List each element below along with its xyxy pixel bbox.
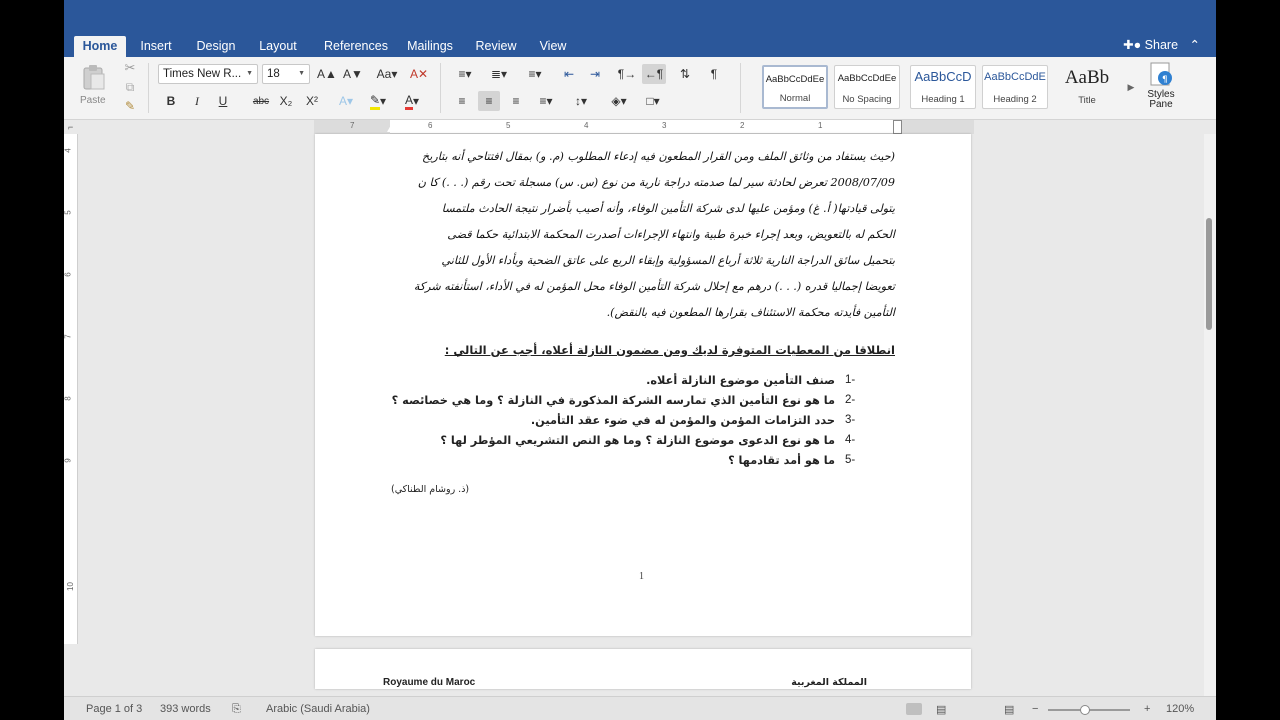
divider bbox=[148, 63, 149, 113]
word-window bbox=[64, 0, 1216, 720]
bullets-icon[interactable]: ≡▾ bbox=[458, 67, 472, 81]
paragraph-line: تعويضا إجماليا قدره (. . .) درهم مع إحلال شركة التأمين الوفاء محل المؤمن له في الأداء، استأنفته شركة bbox=[413, 280, 895, 293]
ruler-number: 2 bbox=[740, 121, 745, 130]
shrink-font-icon[interactable]: A▼ bbox=[343, 67, 363, 81]
ruler-number: 9 bbox=[64, 458, 73, 463]
style-sample: AaBbCcD bbox=[914, 69, 972, 84]
share-button[interactable] bbox=[1123, 37, 1200, 52]
chevron-down-icon: ▼ bbox=[246, 70, 253, 77]
ruler-number: 7 bbox=[64, 334, 73, 339]
add-person-icon: ✚● bbox=[1123, 38, 1142, 52]
font-name-select[interactable] bbox=[158, 64, 258, 84]
highlight-color-icon[interactable]: ✎ ▾ bbox=[369, 92, 387, 108]
svg-text:¶: ¶ bbox=[1162, 75, 1168, 85]
list-text: ما هو نوع التأمين الذي تمارسه الشركة المذكورة في النازلة ؟ وما هي خصائصه ؟ bbox=[391, 394, 835, 407]
tab-mailings[interactable]: Mailings bbox=[407, 39, 453, 53]
rtl-direction-icon[interactable]: ←¶ bbox=[642, 64, 666, 84]
bold-button[interactable]: B bbox=[166, 94, 176, 108]
text-effects-icon[interactable]: A▾ bbox=[338, 94, 354, 108]
style-no-spacing[interactable] bbox=[834, 65, 900, 109]
list-text: صنف التأمين موضوع النازلة أعلاه. bbox=[646, 374, 835, 387]
paragraph-line: بتحميل سائق الدراجة النارية ثلاثة أرباع المسؤولية وإبقاء الربع على عاتق الضحية وبأداء الأول للثاني bbox=[441, 254, 895, 267]
tab-stop-selector[interactable]: ⌐ bbox=[68, 122, 74, 132]
horizontal-ruler[interactable] bbox=[314, 120, 974, 134]
list-number: 1- bbox=[845, 374, 856, 386]
align-left-icon[interactable]: ≡ bbox=[458, 94, 466, 108]
ruler-number: 6 bbox=[428, 121, 433, 130]
web-layout-icon[interactable]: ▤ bbox=[1004, 704, 1015, 716]
style-label: Heading 1 bbox=[921, 94, 965, 105]
change-case-icon[interactable]: Aa▾ bbox=[376, 67, 398, 81]
multilevel-list-icon[interactable]: ≡▾ bbox=[528, 67, 542, 81]
tab-view[interactable]: View bbox=[539, 39, 567, 53]
borders-icon[interactable]: □▾ bbox=[646, 94, 660, 108]
zoom-slider-thumb[interactable] bbox=[1080, 705, 1090, 715]
list-text: ما هو نوع الدعوى موضوع النازلة ؟ وما هو النص التشريعي المؤطر لها ؟ bbox=[440, 434, 835, 447]
font-color-icon[interactable]: A ▾ bbox=[404, 92, 420, 108]
zoom-level[interactable]: 120% bbox=[1166, 703, 1195, 715]
left-indent-marker[interactable] bbox=[387, 125, 395, 132]
proofing-icon[interactable]: ⎘ bbox=[232, 703, 241, 715]
author-signature: (ذ. روشام الطناكي) bbox=[391, 484, 470, 495]
increase-indent-icon[interactable]: ⇥ bbox=[589, 67, 601, 81]
style-sample: AaBb bbox=[1064, 67, 1110, 88]
right-indent-marker[interactable] bbox=[893, 120, 902, 134]
page-count[interactable]: Page 1 of 3 bbox=[86, 703, 143, 715]
share-label: Share bbox=[1144, 38, 1179, 52]
tab-insert[interactable]: Insert bbox=[140, 39, 172, 53]
copy-icon[interactable]: ⧉ bbox=[125, 79, 135, 94]
ltr-direction-icon[interactable]: ¶→ bbox=[617, 67, 637, 81]
show-formatting-icon[interactable]: ¶ bbox=[710, 67, 718, 81]
paragraph-line: (حيث يستفاد من وثائق الملف ومن القرار المطعون فيه إدعاء المطلوب (م. و) بمقال افتتاحي أنه بتاريخ bbox=[422, 150, 895, 163]
ruler-number: 3 bbox=[662, 121, 667, 130]
ruler-number: 6 bbox=[64, 272, 73, 277]
vertical-scrollbar[interactable] bbox=[1204, 134, 1216, 696]
underline-button[interactable]: U bbox=[218, 94, 228, 108]
grow-font-icon[interactable]: A▲ bbox=[317, 67, 337, 81]
styles-pane-icon bbox=[1149, 61, 1173, 87]
style-heading-2[interactable] bbox=[982, 65, 1048, 109]
status-bar bbox=[64, 696, 1216, 720]
style-heading-1[interactable] bbox=[910, 65, 976, 109]
document-page-2[interactable] bbox=[315, 649, 971, 689]
style-label: No Spacing bbox=[842, 94, 892, 105]
divider bbox=[440, 63, 441, 113]
page-number: 1 bbox=[639, 571, 644, 582]
ruler-number: 5 bbox=[506, 121, 511, 130]
header-right-text: المملكة المغربية bbox=[791, 677, 867, 688]
cut-icon[interactable]: ✂ bbox=[124, 60, 136, 75]
style-sample: AaBbCcDdE bbox=[984, 71, 1046, 83]
italic-button[interactable]: I bbox=[195, 93, 199, 108]
clipboard-icon bbox=[81, 64, 105, 90]
ruler-number: 4 bbox=[584, 121, 589, 130]
paragraph-line: التأمين فأيدته محكمة الاستئناف بقرارها المطعون فيه بالنقض). bbox=[606, 306, 895, 319]
styles-pane-label: Pane bbox=[1149, 99, 1173, 110]
numbering-icon[interactable]: ≣▾ bbox=[490, 67, 508, 81]
line-spacing-icon[interactable]: ↕▾ bbox=[574, 94, 588, 108]
paragraph-line: الحكم له بالتعويض، وبعد إجراء خبرة طبية وانتهاء الإجراءات أصدرت المحكمة الابتدائية حكما قضى bbox=[447, 228, 895, 241]
font-size-select[interactable] bbox=[262, 64, 310, 84]
tab-review[interactable]: Review bbox=[475, 39, 517, 53]
clear-formatting-icon[interactable]: A✕ bbox=[409, 67, 429, 81]
ribbon-home bbox=[64, 57, 1216, 120]
style-sample: AaBbCcDdEe bbox=[837, 73, 897, 84]
paragraph-line: يتولى قيادتها( أ. غ) ومؤمن عليها لدى شركة التأمين الوفاء، وأنه أصيب بأضرار نتيجة الحادث ملتمسا bbox=[441, 202, 895, 215]
format-painter-icon[interactable]: ✎ bbox=[124, 99, 136, 113]
subscript-button[interactable]: X₂ bbox=[279, 94, 293, 108]
chevron-down-icon: ▼ bbox=[298, 70, 305, 77]
shading-icon[interactable]: ◈▾ bbox=[611, 94, 627, 108]
vertical-ruler[interactable] bbox=[64, 134, 78, 644]
tab-design[interactable]: Design bbox=[196, 39, 236, 53]
ruler-number: 8 bbox=[64, 396, 73, 401]
list-text: حدد التزامات المؤمن والمؤمن له في ضوء عقد التأمين. bbox=[530, 414, 835, 427]
tab-layout[interactable]: Layout bbox=[259, 39, 297, 53]
ruler-margin-right bbox=[898, 120, 974, 134]
sort-icon[interactable]: ⇅ bbox=[679, 67, 691, 81]
divider bbox=[740, 63, 741, 113]
ruler-number: 7 bbox=[350, 121, 355, 130]
ruler-number: 5 bbox=[64, 210, 73, 215]
questions-heading: انطلاقا من المعطيات المتوفرة لديك ومن مضمون النازلة أعلاه، أجب عن التالي : bbox=[444, 343, 895, 357]
paragraph-line: 2008/07/09 تعرض لحادثة سير لما صدمته دراجة نارية من نوع (س. س) مسجلة تحت رقم (. . .) كا ن bbox=[417, 176, 895, 189]
style-title[interactable] bbox=[1054, 65, 1120, 109]
align-right-icon[interactable]: ≡ bbox=[512, 94, 520, 108]
font-name-value: Times New R... bbox=[163, 68, 242, 80]
decrease-indent-icon[interactable]: ⇤ bbox=[563, 67, 575, 81]
font-size-value: 18 bbox=[267, 68, 280, 80]
list-number: 3- bbox=[845, 414, 856, 426]
tab-references[interactable]: References bbox=[324, 39, 388, 53]
list-number: 5- bbox=[845, 454, 856, 466]
ruler-number: 4 bbox=[64, 148, 73, 153]
zoom-out-button[interactable]: − bbox=[1032, 703, 1039, 715]
word-count[interactable]: 393 words bbox=[160, 703, 211, 715]
ruler-number: 1 bbox=[818, 121, 823, 130]
ruler-number: 10 bbox=[65, 582, 75, 591]
styles-pane-label: Styles bbox=[1147, 89, 1175, 100]
scrollbar-thumb[interactable] bbox=[1206, 218, 1212, 330]
document-page[interactable] bbox=[315, 134, 971, 636]
strikethrough-button[interactable]: abc bbox=[252, 95, 270, 107]
print-layout-icon[interactable] bbox=[906, 703, 922, 715]
style-sample: AaBbCcDdEe bbox=[765, 74, 825, 85]
justify-icon[interactable]: ≡▾ bbox=[539, 94, 553, 108]
ribbon-tab-bar bbox=[64, 0, 1216, 57]
style-normal[interactable] bbox=[762, 65, 828, 109]
header-left-text: Royaume du Maroc bbox=[383, 677, 476, 688]
styles-gallery-next-icon[interactable]: ▶ bbox=[1127, 81, 1135, 92]
list-number: 2- bbox=[845, 394, 856, 406]
styles-pane-button[interactable] bbox=[1144, 61, 1178, 117]
paste-label: Paste bbox=[80, 95, 106, 106]
list-number: 4- bbox=[845, 434, 856, 446]
zoom-in-button[interactable]: + bbox=[1144, 703, 1151, 715]
style-label: Normal bbox=[779, 93, 811, 104]
style-label: Heading 2 bbox=[993, 94, 1037, 105]
list-text: ما هو أمد تقادمها ؟ bbox=[728, 454, 835, 467]
superscript-button[interactable]: X² bbox=[306, 94, 318, 108]
collapse-ribbon-icon[interactable]: ⌃ bbox=[1189, 38, 1200, 52]
style-label: Title bbox=[1078, 95, 1096, 106]
read-mode-icon[interactable]: ▤ bbox=[936, 704, 947, 716]
tab-home[interactable]: Home bbox=[74, 36, 126, 57]
paste-button[interactable] bbox=[78, 63, 108, 91]
language-indicator[interactable]: Arabic (Saudi Arabia) bbox=[266, 703, 370, 715]
align-center-icon[interactable]: ≡ bbox=[478, 91, 500, 111]
